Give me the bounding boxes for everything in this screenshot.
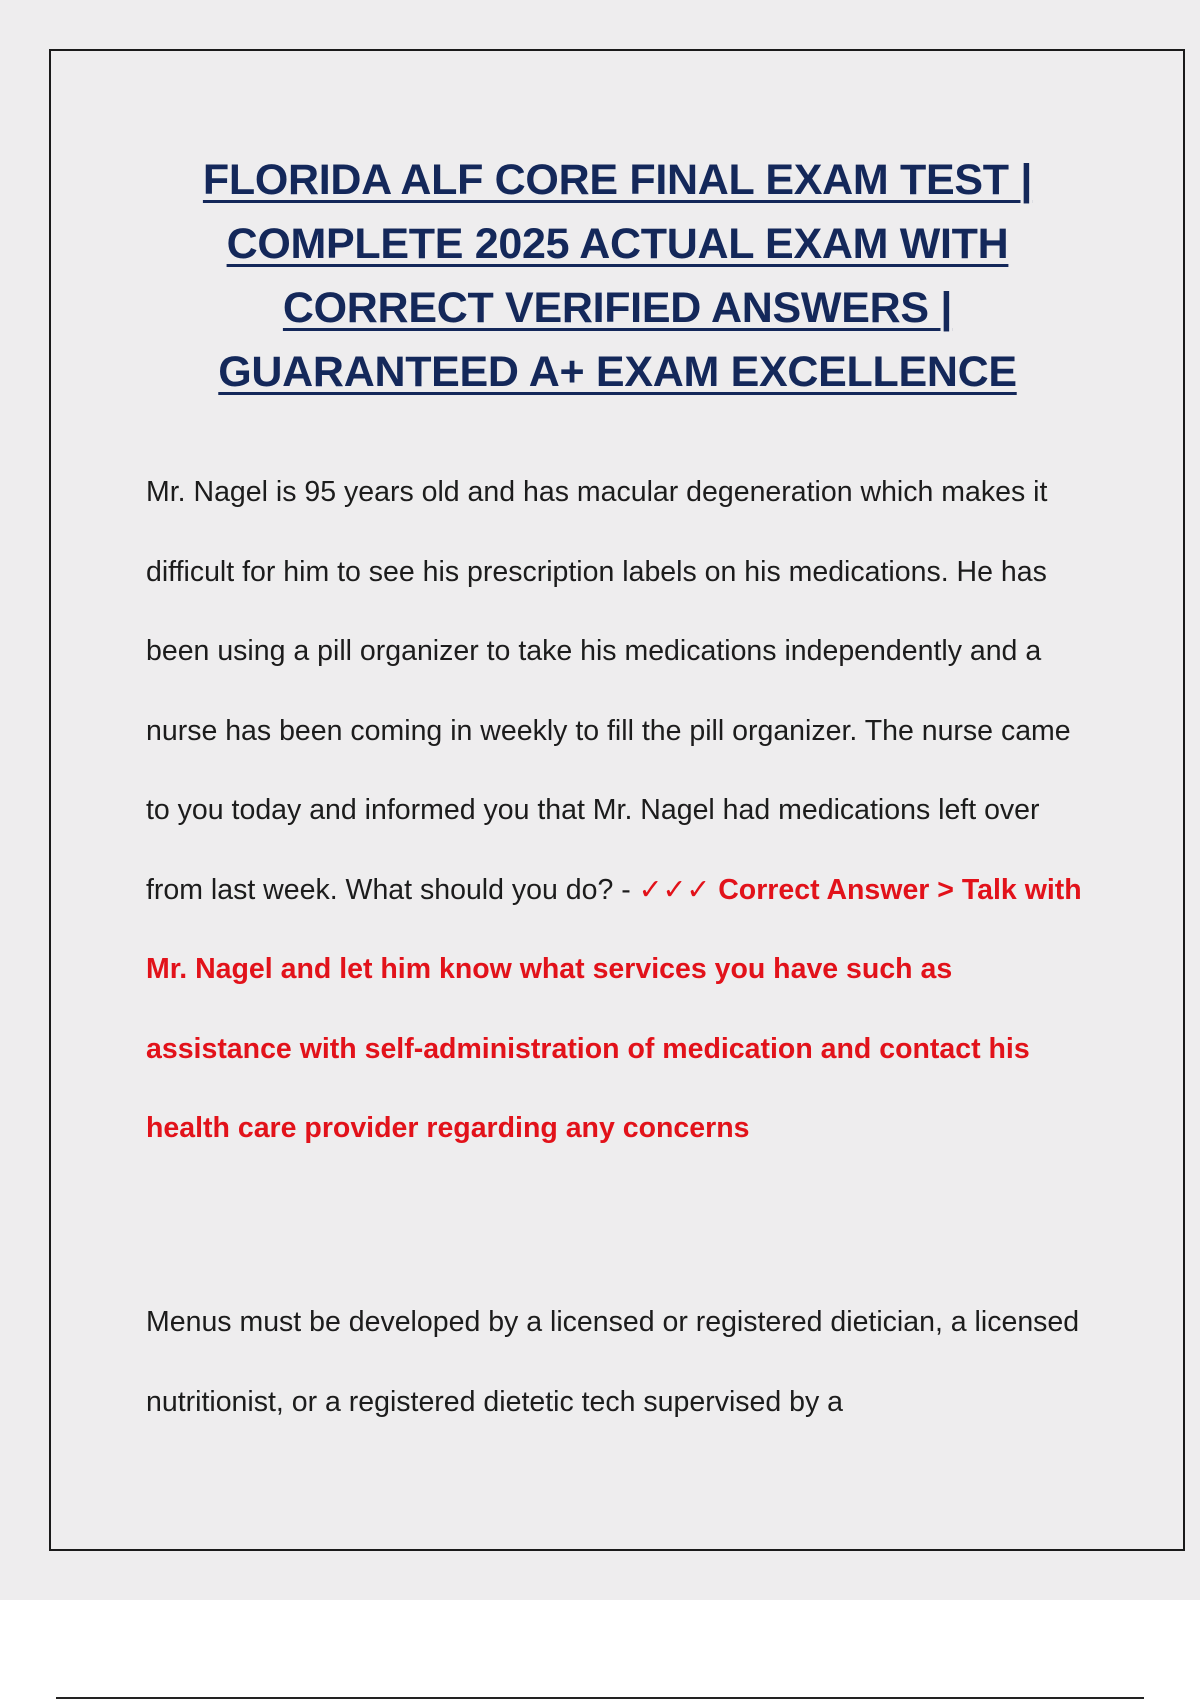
question-text: Menus must be developed by a licensed or registered dietician, a licensed nutritionist, or a registered dietetic tech supervised by a: [146, 1306, 1080, 1418]
document-title-text: FLORIDA ALF CORE FINAL EXAM TEST | COMPLETE 2025 ACTUAL EXAM WITH CORRECT VERIFIED ANSWERS | GUARANTEED A+ EXAM EXCELLENCE: [202, 156, 1033, 396]
document-title: [150, 148, 1085, 404]
bottom-divider: [56, 1697, 1144, 1699]
qa-item: [146, 453, 1096, 1169]
correct-answer-text: ✓✓✓ Correct Answer > Talk with Mr. Nagel and let him know what services you have such as assistance with self-administration of medication and contact his health care provider regarding any concerns: [146, 873, 1082, 1144]
qa-item: [146, 1283, 1096, 1442]
question-text: Mr. Nagel is 95 years old and has macular degeneration which makes it difficult for him to see his prescription labels on his medications. He has been using a pill organizer to take his medications independently and a nurse has been coming in weekly to fill the pill organizer. The nurse came to you today and informed you that Mr. Nagel had medications left over from last week. What should you do? -: [146, 476, 1071, 906]
